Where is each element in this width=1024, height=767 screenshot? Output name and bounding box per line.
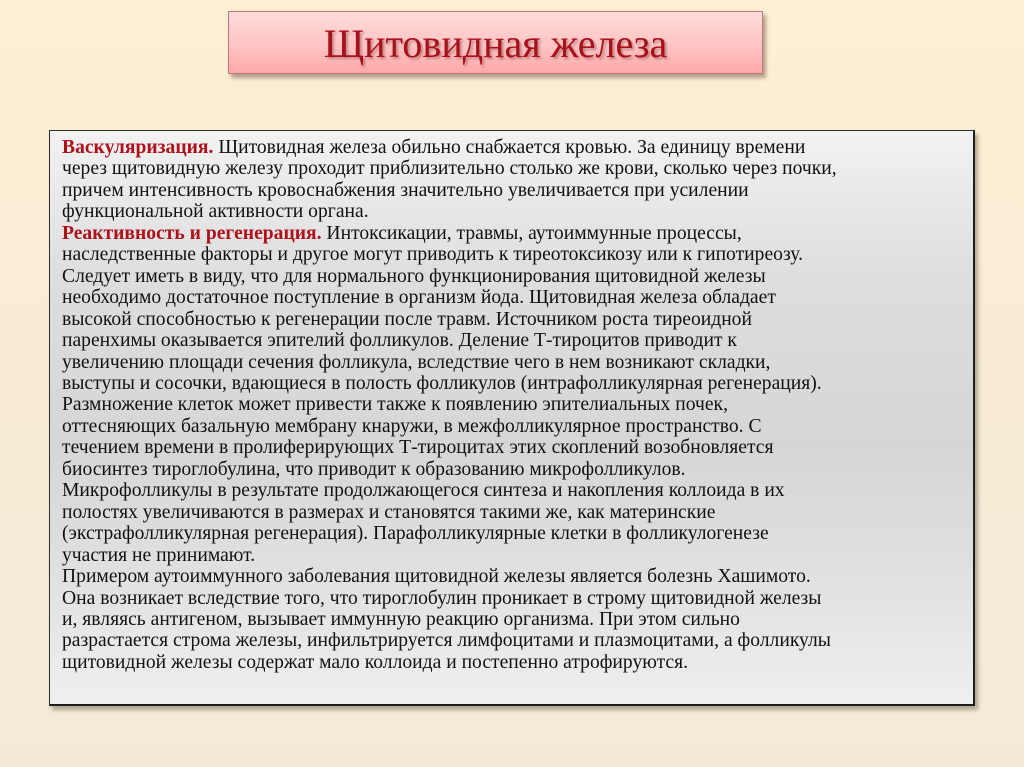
section-heading-reactivity-regeneration: Реактивность и регенерация. [62,222,322,244]
text-line: причем интенсивность кровоснабжения значительно увеличивается при усилении [62,179,749,201]
slide-title: Щитовидная железа [323,20,668,66]
text-line: и, являясь антигеном, вызывает иммунную реакцию организма. При этом сильно [62,608,740,630]
text-line: паренхимы оказывается эпителий фолликулов. Деление Т-тироцитов приводит к [62,330,737,352]
text-line: Васкуляризация. Щитовидная железа обильно снабжается кровью. За единицу времени [62,137,806,158]
content-body [62,137,963,673]
text-line: функциональной активности органа. [62,201,369,223]
text-line: необходимо достаточное поступление в организм йода. Щитовидная железа обладает [62,287,776,309]
text-line: оттесняющих базальную мембрану кнаружи, в межфолликулярное пространство. С [62,415,762,437]
text-line: Примером аутоиммунного заболевания щитовидной железы является болезнь Хашимото. [62,566,811,588]
text-line: полостях увеличиваются в размерах и становятся такими же, как материнские [62,501,716,523]
text-line: биосинтез тироглобулина, что приводит к образованию микрофолликулов. [62,458,686,480]
text-line: увеличению площади сечения фолликула, вследствие чего в нем возникают складки, [62,351,771,373]
content-text-box [49,130,975,706]
text-line: выступы и сосочки, вдающиеся в полость фолликулов (интрафолликулярная регенерация). [62,372,822,394]
text-line: Микрофолликулы в результате продолжающегося синтеза и накопления коллоида в их [62,480,785,502]
text-line: наследственные факторы и другое могут приводить к тиреотоксикозу или к гипотиреозу. [62,244,804,266]
text-line: (экстрафолликулярная регенерация). Парафолликулярные клетки в фолликулогенезе [62,523,769,545]
text-line: Реактивность и регенерация. Интоксикации, травмы, аутоиммунные процессы, [62,222,742,244]
text-line: разрастается строма железы, инфильтрируется лимфоцитами и плазмоцитами, а фолликулы [62,630,831,652]
text-line: щитовидной железы содержат мало коллоида и постепенно атрофируются. [62,651,689,673]
text-line: Следует иметь в виду, что для нормального функционирования щитовидной железы [62,265,766,287]
slide-title-box [228,11,763,74]
text-line: высокой способностью к регенерации после травм. Источником роста тиреоидной [62,308,752,330]
text-line: течением времени в пролиферирующих Т-тироцитах этих скоплений возобновляется [62,437,774,459]
text-line: Она возникает вследствие того, что тироглобулин проникает в строму щитовидной железы [62,587,822,609]
text-line: участия не принимают. [62,544,256,566]
section-heading-vascularization: Васкуляризация. [62,137,214,158]
text-line: Размножение клеток может привести также к появлению эпителиальных почек, [62,394,728,416]
text-line: через щитовидную железу проходит приблизительно столько же крови, сколько через почки, [62,158,837,180]
